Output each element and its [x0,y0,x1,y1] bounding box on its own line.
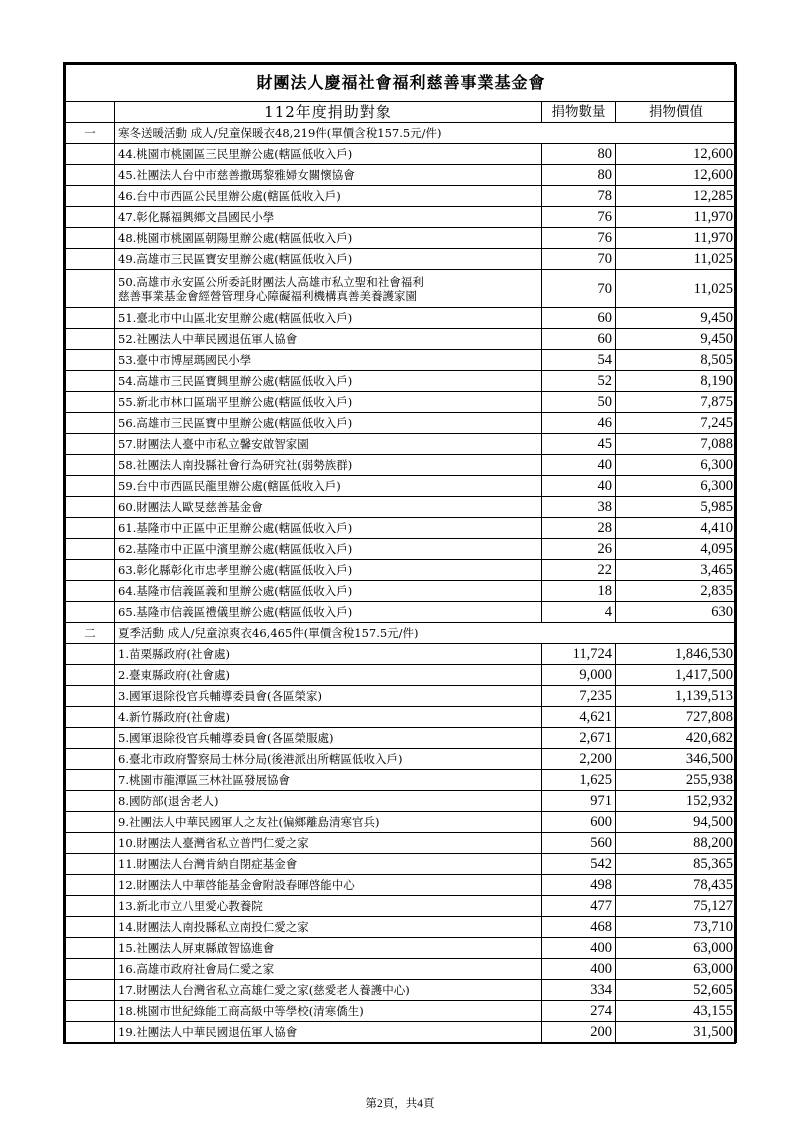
row-index-cell [66,434,115,455]
recipient-name: 49.高雄市三民區寶安里辦公處(轄區低收入戶) [115,249,542,270]
row-index-cell [66,749,115,770]
table-row [66,350,737,371]
recipient-name: 2.臺東縣政府(社會處) [115,665,542,686]
donation-quantity: 78 [542,186,616,207]
table-row [66,728,737,749]
donation-quantity: 80 [542,144,616,165]
table-row [66,539,737,560]
row-index-cell [66,560,115,581]
donation-quantity: 4 [542,602,616,623]
table-row [66,392,737,413]
table-row [66,165,737,186]
recipient-name: 16.高雄市政府社會局仁愛之家 [115,959,542,980]
row-index-cell [66,854,115,875]
row-index-cell [66,455,115,476]
row-index-cell [66,686,115,707]
donation-quantity: 2,671 [542,728,616,749]
recipient-name: 19.社團法人中華民國退伍軍人協會 [115,1022,542,1043]
row-index-cell [66,144,115,165]
recipient-name: 11.財團法人台灣肯納自閉症基金會 [115,854,542,875]
donation-quantity: 274 [542,1001,616,1022]
table-row [66,413,737,434]
table-row [66,329,737,350]
recipient-name: 50.高雄市永安區公所委託財團法人高雄市私立聖和社會福利 慈善事業基金會經營管理身心障礙福利機構真善美養護家園 [115,270,542,308]
donation-value: 63,000 [616,959,737,980]
donation-value: 152,932 [616,791,737,812]
donation-value: 12,600 [616,144,737,165]
recipient-name: 63.彰化縣彰化市忠孝里辦公處(轄區低收入戶) [115,560,542,581]
donation-quantity: 54 [542,350,616,371]
row-index-cell [66,165,115,186]
recipient-name: 4.新竹縣政府(社會處) [115,707,542,728]
recipient-name: 3.國軍退除役官兵輔導委員會(各區榮家) [115,686,542,707]
donation-quantity: 76 [542,228,616,249]
donation-value: 7,245 [616,413,737,434]
recipient-name: 60.財團法人歐旻慈善基金會 [115,497,542,518]
donation-value: 8,505 [616,350,737,371]
table-row [66,707,737,728]
table-row [66,896,737,917]
row-index-cell [66,1022,115,1043]
section-description: 夏季活動 成人/兒童涼爽衣46,465件(單價含稅157.5元/件) [115,623,737,644]
donation-value: 85,365 [616,854,737,875]
donation-value: 3,465 [616,560,737,581]
value-column-header: 捐物價值 [616,102,737,123]
row-index-cell [66,350,115,371]
donation-value: 6,300 [616,476,737,497]
table-row [66,812,737,833]
donation-quantity: 971 [542,791,616,812]
row-index-cell [66,476,115,497]
donation-value: 7,088 [616,434,737,455]
section-header-row [66,623,737,644]
table-row [66,833,737,854]
donation-value: 31,500 [616,1022,737,1043]
row-index-cell [66,308,115,329]
donation-quantity: 334 [542,980,616,1001]
donation-quantity: 46 [542,413,616,434]
donation-quantity: 70 [542,249,616,270]
row-index-cell [66,980,115,1001]
donation-value: 420,682 [616,728,737,749]
donation-quantity: 26 [542,539,616,560]
recipient-name: 56.高雄市三民區寶中里辦公處(轄區低收入戶) [115,413,542,434]
donation-value: 1,417,500 [616,665,737,686]
recipient-name: 8.國防部(退舍老人) [115,791,542,812]
table-row [66,959,737,980]
recipient-name: 7.桃園市龍潭區三林社區發展協會 [115,770,542,791]
table-row [66,455,737,476]
section-number: 一 [66,123,115,144]
row-index-cell [66,270,115,308]
table-row [66,249,737,270]
table-row [66,917,737,938]
table-row [66,980,737,1001]
donation-value: 11,025 [616,249,737,270]
recipient-name: 45.社團法人台中市慈善撒瑪黎雅婦女關懷協會 [115,165,542,186]
page-title: 財團法人慶福社會福利慈善事業基金會 [66,65,737,102]
donation-value: 43,155 [616,1001,737,1022]
table-row [66,602,737,623]
recipient-name: 44.桃園市桃園區三民里辦公處(轄區低收入戶) [115,144,542,165]
donation-quantity: 400 [542,938,616,959]
donation-quantity: 38 [542,497,616,518]
donation-value: 4,095 [616,539,737,560]
recipient-name: 46.台中市西區公民里辦公處(轄區低收入戶) [115,186,542,207]
donation-value: 88,200 [616,833,737,854]
header-row [66,102,737,123]
row-index-cell [66,497,115,518]
table-row [66,854,737,875]
table-row [66,770,737,791]
row-index-cell [66,207,115,228]
donation-value: 7,875 [616,392,737,413]
donation-quantity: 542 [542,854,616,875]
table-row [66,371,737,392]
row-index-cell [66,896,115,917]
donation-quantity: 50 [542,392,616,413]
header-blank-cell [66,102,115,123]
recipient-name: 13.新北市立八里愛心教養院 [115,896,542,917]
section-header-row [66,123,737,144]
section-number: 二 [66,623,115,644]
row-index-cell [66,833,115,854]
title-row [66,65,737,102]
recipient-name: 48.桃園市桃園區朝陽里辦公處(轄區低收入戶) [115,228,542,249]
donation-quantity: 498 [542,875,616,896]
table-row [66,518,737,539]
donation-quantity: 1,625 [542,770,616,791]
recipient-name: 47.彰化縣福興鄉文昌國民小學 [115,207,542,228]
row-index-cell [66,812,115,833]
recipient-name: 18.桃園市世紀綠能工商高級中等學校(清寒僑生) [115,1001,542,1022]
donation-value: 2,835 [616,581,737,602]
recipient-name: 6.臺北市政府警察局士林分局(後港派出所轄區低收入戶) [115,749,542,770]
donation-table-container [63,62,736,1044]
recipient-name: 17.財團法人台灣省私立高雄仁愛之家(慈愛老人養護中心) [115,980,542,1001]
recipient-name: 53.臺中市博屋瑪國民小學 [115,350,542,371]
donation-quantity: 76 [542,207,616,228]
donation-value: 11,025 [616,270,737,308]
donation-quantity: 200 [542,1022,616,1043]
donation-value: 63,000 [616,938,737,959]
table-row [66,476,737,497]
donation-quantity: 400 [542,959,616,980]
recipient-name: 14.財團法人南投縣私立南投仁愛之家 [115,917,542,938]
donation-quantity: 477 [542,896,616,917]
recipient-name: 54.高雄市三民區寶興里辦公處(轄區低收入戶) [115,371,542,392]
recipient-name: 12.財團法人中華啓能基金會附設春暉啓能中心 [115,875,542,896]
row-index-cell [66,371,115,392]
recipient-name: 59.台中市西區民龍里辦公處(轄區低收入戶) [115,476,542,497]
row-index-cell [66,959,115,980]
donation-quantity: 18 [542,581,616,602]
recipient-name: 61.基隆市中正區中正里辦公處(轄區低收入戶) [115,518,542,539]
donation-value: 346,500 [616,749,737,770]
donation-quantity: 600 [542,812,616,833]
donation-value: 5,985 [616,497,737,518]
donation-table-body [66,65,737,1043]
donation-value: 727,808 [616,707,737,728]
donation-quantity: 560 [542,833,616,854]
donation-quantity: 28 [542,518,616,539]
donation-value: 94,500 [616,812,737,833]
section-description: 寒冬送暖活動 成人/兒童保暖衣48,219件(單價含稅157.5元/件) [115,123,737,144]
donation-value: 11,970 [616,207,737,228]
recipient-name: 62.基隆市中正區中濱里辦公處(轄區低收入戶) [115,539,542,560]
table-row [66,186,737,207]
recipient-name: 1.苗栗縣政府(社會處) [115,644,542,665]
donation-value: 4,410 [616,518,737,539]
donation-quantity: 80 [542,165,616,186]
recipient-name: 65.基隆市信義區禮儀里辦公處(轄區低收入戶) [115,602,542,623]
table-row [66,497,737,518]
donation-value: 78,435 [616,875,737,896]
table-row [66,308,737,329]
row-index-cell [66,413,115,434]
recipient-name: 51.臺北市中山區北安里辦公處(轄區低收入戶) [115,308,542,329]
table-row [66,560,737,581]
row-index-cell [66,186,115,207]
donation-value: 73,710 [616,917,737,938]
recipient-name: 57.財團法人臺中市私立馨安啟智家園 [115,434,542,455]
table-row [66,686,737,707]
donation-value: 12,285 [616,186,737,207]
donation-quantity: 40 [542,455,616,476]
donation-quantity: 22 [542,560,616,581]
table-row [66,434,737,455]
qty-column-header: 捐物數量 [542,102,616,123]
donation-quantity: 7,235 [542,686,616,707]
table-row [66,228,737,249]
row-index-cell [66,518,115,539]
row-index-cell [66,665,115,686]
recipient-name: 9.社團法人中華民國軍人之友社(偏鄉離島清寒官兵) [115,812,542,833]
page-footer: 第2頁，共4頁 [365,1098,435,1110]
donation-value: 11,970 [616,228,737,249]
donation-quantity: 70 [542,270,616,308]
recipient-name: 5.國軍退除役官兵輔導委員會(各區榮服處) [115,728,542,749]
table-row [66,1001,737,1022]
donation-value: 8,190 [616,371,737,392]
row-index-cell [66,581,115,602]
row-index-cell [66,1001,115,1022]
row-index-cell [66,539,115,560]
row-index-cell [66,707,115,728]
donation-value: 52,605 [616,980,737,1001]
row-index-cell [66,917,115,938]
recipient-name: 58.社團法人南投縣社會行為研究社(弱勢族群) [115,455,542,476]
table-row [66,1022,737,1043]
donation-value: 9,450 [616,308,737,329]
row-index-cell [66,791,115,812]
recipient-name: 55.新北市林口區瑞平里辦公處(轄區低收入戶) [115,392,542,413]
table-row [66,665,737,686]
table-row [66,270,737,308]
year-label: 112年度捐助對象 [115,102,542,123]
table-row [66,791,737,812]
row-index-cell [66,602,115,623]
donation-value: 1,846,530 [616,644,737,665]
donation-value: 75,127 [616,896,737,917]
row-index-cell [66,392,115,413]
row-index-cell [66,770,115,791]
donation-quantity: 11,724 [542,644,616,665]
donation-quantity: 45 [542,434,616,455]
donation-quantity: 60 [542,308,616,329]
recipient-name: 15.社團法人屏東縣啟智協進會 [115,938,542,959]
donation-quantity: 40 [542,476,616,497]
recipient-name: 10.財團法人臺灣省私立普門仁愛之家 [115,833,542,854]
row-index-cell [66,875,115,896]
donation-value: 1,139,513 [616,686,737,707]
table-row [66,749,737,770]
table-row [66,207,737,228]
donation-quantity: 4,621 [542,707,616,728]
donation-quantity: 52 [542,371,616,392]
donation-table [65,64,737,1043]
donation-quantity: 468 [542,917,616,938]
row-index-cell [66,938,115,959]
donation-value: 630 [616,602,737,623]
recipient-name: 52.社團法人中華民國退伍軍人協會 [115,329,542,350]
table-row [66,938,737,959]
recipient-name: 64.基隆市信義區義和里辦公處(轄區低收入戶) [115,581,542,602]
donation-value: 6,300 [616,455,737,476]
donation-quantity: 60 [542,329,616,350]
donation-value: 255,938 [616,770,737,791]
table-row [66,144,737,165]
row-index-cell [66,644,115,665]
donation-value: 9,450 [616,329,737,350]
row-index-cell [66,728,115,749]
table-row [66,581,737,602]
table-row [66,644,737,665]
table-row [66,875,737,896]
row-index-cell [66,329,115,350]
row-index-cell [66,249,115,270]
donation-quantity: 2,200 [542,749,616,770]
donation-quantity: 9,000 [542,665,616,686]
donation-value: 12,600 [616,165,737,186]
row-index-cell [66,228,115,249]
